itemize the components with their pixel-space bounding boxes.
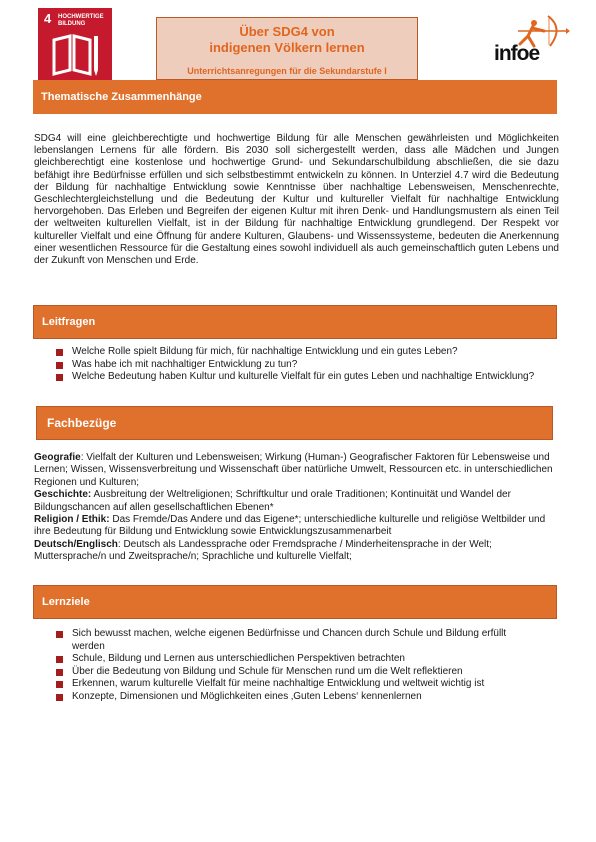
infoe-logo	[488, 14, 570, 72]
list-item: Sich bewusst machen, welche eigenen Bedürfnisse und Chancen durch Schule und Bildung erfüllt werden	[56, 628, 536, 653]
section-heading-thematisch: Thematische Zusammenhänge	[33, 80, 557, 114]
section-heading-leitfragen: Leitfragen	[33, 305, 557, 339]
fach-entry-geschichte: Geschichte: Ausbreitung der Weltreligionen; Schriftkultur und orale Traditionen; Kontinuität und Wandel der Bildungschancen auf allen gesellschaftlichen Ebenen*	[34, 489, 511, 513]
page-title-line1: Über SDG4 von	[239, 24, 335, 39]
title-box	[156, 17, 418, 80]
list-item: Über die Bedeutung von Bildung und Schule für Menschen rund um die Welt reflektieren	[56, 666, 536, 679]
lernziele-list	[56, 628, 536, 704]
bullet-square-icon	[56, 656, 63, 663]
list-item: Schule, Bildung und Lernen aus unterschiedlichen Perspektiven betrachten	[56, 653, 536, 666]
bullet-square-icon	[56, 694, 63, 701]
fach-entry-geografie: Geografie: Vielfalt der Kulturen und Lebensweisen; Wirkung (Human-) Geografischer Faktoren für Lebensweise und Lernen; Wissen, Wissensverbreitung und Wissenschaft über natürliche Umwelt, Ressourcen etc. in unterschiedlichen Regionen und Kulturen;	[34, 452, 553, 488]
bullet-square-icon	[56, 362, 63, 369]
section-heading-lernziele: Lernziele	[33, 585, 557, 619]
fach-entry-religion: Religion / Ethik: Das Fremde/Das Andere und das Eigene*; unterschiedliche kulturelle und religiöse Weltbilder und ihre Bedeutung für Bildung und Entwicklung sowie Entwicklungszusammenarbeit	[34, 514, 546, 538]
thematisch-text: SDG4 will eine gleichberechtigte und hochwertige Bildung für alle Menschen gewährleisten und Möglichkeiten lebenslangen Lernens für alle fördern. Bis 2030 soll sichergestellt werden, dass alle Mädchen und Jungen gleichberechtigt eine kostenlose und hochwertige Grund- und Sekundarschulbildung abschließen, die sie dazu befähigt ihre Bedürfnisse erfüllen und sich selbstbestimmt entwickeln zu können. In Unterziel 4.7 wird die Bedeutung der Bildung für nachhaltige Entwicklung sowie Kenntnisse über nachhaltige Lebensweisen, Menschenrechte, Geschlechtergleichstellung und die Bedeutung der Kultur und kultureller Vielfalt für nachhaltige Entwicklung hervorgehoben. Das Erleben und Begreifen der eigenen Kultur mit ihren Denk- und Handlungsmustern als einen Teil der weltweiten kulturellen Vielfalt, ist in der Bildung für nachhaltige Entwicklung grundlegend. Der Respekt vor kultureller Vielfalt und eine Öffnung für andere Kulturen, Glaubens- und Wissenssysteme, bedeuten die Anerkennung einer wesentlichen Ressource für die Gestaltung eines sowohl individuell als auch gemeinschaftlich guten Lebens und der Zukunft von Menschen und Erde.	[34, 133, 559, 267]
leitfragen-list	[56, 346, 534, 384]
open-book-pencil-icon	[52, 34, 100, 78]
fachbezuege-text	[34, 452, 559, 564]
list-item: Was habe ich mit nachhaltiger Entwicklung zu tun?	[56, 359, 534, 372]
list-item: Welche Bedeutung haben Kultur und kulturelle Vielfalt für ein gutes Leben und nachhaltige Entwicklung?	[56, 371, 534, 384]
bullet-square-icon	[56, 631, 63, 638]
list-item: Konzepte, Dimensionen und Möglichkeiten eines ‚Guten Lebens‘ kennenlernen	[56, 691, 536, 704]
sdg-number: 4	[44, 11, 52, 26]
section-heading-fachbezuege: Fachbezüge	[36, 406, 553, 440]
bullet-square-icon	[56, 374, 63, 381]
bullet-square-icon	[56, 669, 63, 676]
list-item: Erkennen, warum kulturelle Vielfalt für meine nachhaltige Entwicklung und weltweit wichtig ist	[56, 678, 536, 691]
list-item: Welche Rolle spielt Bildung für mich, für nachhaltige Entwicklung und ein gutes Leben?	[56, 346, 534, 359]
sdg-label: HOCHWERTIGE BILDUNG	[58, 14, 104, 27]
bullet-square-icon	[56, 349, 63, 356]
page-title-line2: indigenen Völkern lernen	[209, 40, 365, 55]
logo-text: infoe	[494, 42, 540, 65]
fach-entry-deutsch: Deutsch/Englisch: Deutsch als Landessprache oder Fremdsprache / Minderheitensprache in der Welt; Muttersprache/n und Zweitsprache/n; Sprachliche und kulturelle Vielfalt;	[34, 538, 492, 563]
bullet-square-icon	[56, 681, 63, 688]
sdg4-badge	[38, 8, 112, 82]
page-subtitle: Unterrichtsanregungen für die Sekundarstufe I	[187, 66, 387, 76]
